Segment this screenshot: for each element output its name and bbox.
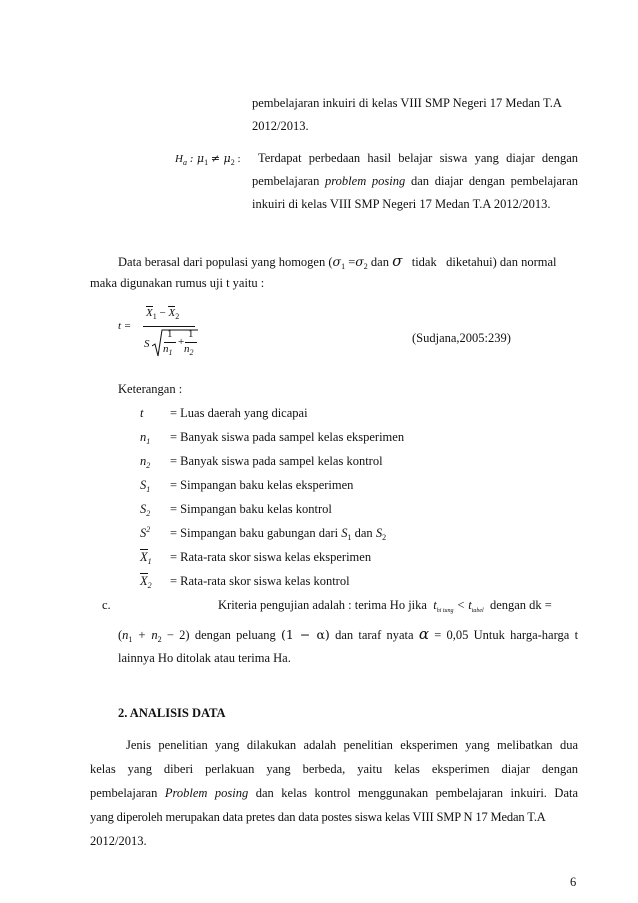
fraction-bar: [143, 326, 195, 327]
intro-line1: Data berasal dari populasi yang homogen ($\sigma_1 =\sigma_2$ dan σ tidak diketahui) dan normal: [118, 252, 557, 271]
ket-desc-s1: = Simpangan baku kelas eksperimen: [170, 478, 354, 492]
ket-desc-t: = Luas daerah yang dicapai: [170, 406, 308, 420]
ket-sym-x1: $X_1$: [140, 550, 152, 566]
ha-line3: inkuiri di kelas VIII SMP Negeri 17 Medan T.A 2012/2013.: [252, 197, 551, 211]
kriteria-label: c.: [102, 598, 111, 612]
section-para-line1: Jenis penelitian yang dilakukan adalah penelitian eksperimen yang melibatkan dua: [126, 738, 578, 752]
ket-desc-n1: = Banyak siswa pada sampel kelas eksperimen: [170, 430, 405, 444]
section-para-line2: kelas yang diberi perlakuan yang berbeda, yaitu kelas eksperimen diajar dengan: [90, 762, 578, 776]
ket-sym-n1: $n_1$: [140, 430, 151, 446]
ket-sym-s1: $S_1$: [140, 478, 151, 494]
ha-formula: $H_a$ : $\mu_1 \ne \mu_2$ :: [175, 152, 241, 167]
kriteria-line3: lainnya Ho ditolak atau terima Ha.: [118, 651, 291, 665]
kriteria-line1: Kriteria pengujian adalah : terima Ho jika $t_{hi tung} < t_{tabel}$ dengan dk =: [218, 598, 552, 614]
page-number: 6: [570, 875, 577, 889]
ket-desc-x1: = Rata-rata skor siswa kelas eksperimen: [170, 550, 372, 564]
ket-desc-s2: = Simpangan baku kelas kontrol: [170, 502, 332, 516]
h0-continuation-line2: 2012/2013.: [252, 119, 309, 133]
ha-line1: Terdapat perbedaan hasil belajar siswa yang diajar dengan: [258, 151, 578, 165]
ket-sym-x2: $X_2$: [140, 574, 152, 590]
formula-s: S: [144, 338, 150, 350]
section-heading: 2. ANALISIS DATA: [118, 706, 226, 720]
ha-line2: pembelajaran problem posing dan diajar dengan pembelajaran: [252, 174, 579, 188]
h0-continuation-line1: pembelajaran inkuiri di kelas VIII SMP Negeri 17 Medan T.A: [252, 96, 562, 110]
formula-t: t =: [118, 320, 132, 332]
t-test-formula: t = $X_1 - X_2$ S 1 $n_1$ + 1 $n_2$: [118, 306, 238, 366]
ket-desc-n2: = Banyak siswa pada sampel kelas kontrol: [170, 454, 383, 468]
ket-desc-x2: = Rata-rata skor siswa kelas kontrol: [170, 574, 350, 588]
ket-sym-n2: $n_2$: [140, 454, 151, 470]
section-para-line3: pembelajaran Problem posing dan kelas kontrol menggunakan pembelajaran inkuiri. Data: [90, 786, 579, 800]
ket-desc-s-gab: = Simpangan baku gabungan dari $S_1$ dan $S_2$: [170, 526, 387, 542]
kriteria-line2: $(n_1 + n_2 - 2)$ dengan peluang (1 − α) dan taraf nyata α = 0,05 Untuk harga-harga t: [118, 625, 579, 644]
section-para-line5: 2012/2013.: [90, 834, 147, 848]
formula-citation: (Sudjana,2005:239): [412, 331, 511, 345]
ket-sym-s-squared: $S^2$: [140, 525, 151, 540]
ket-sym-s2: $S_2$: [140, 502, 151, 518]
intro-line2: maka digunakan rumus uji t yaitu :: [90, 276, 265, 290]
section-para-line4: yang diperoleh merupakan data pretes dan data postes siswa kelas VIII SMP N 17 Medan T.A: [90, 810, 546, 824]
formula-numerator: $X_1 - X_2$: [146, 307, 180, 321]
ket-sym-t: t: [140, 406, 144, 420]
keterangan-title: Keterangan :: [118, 382, 183, 396]
